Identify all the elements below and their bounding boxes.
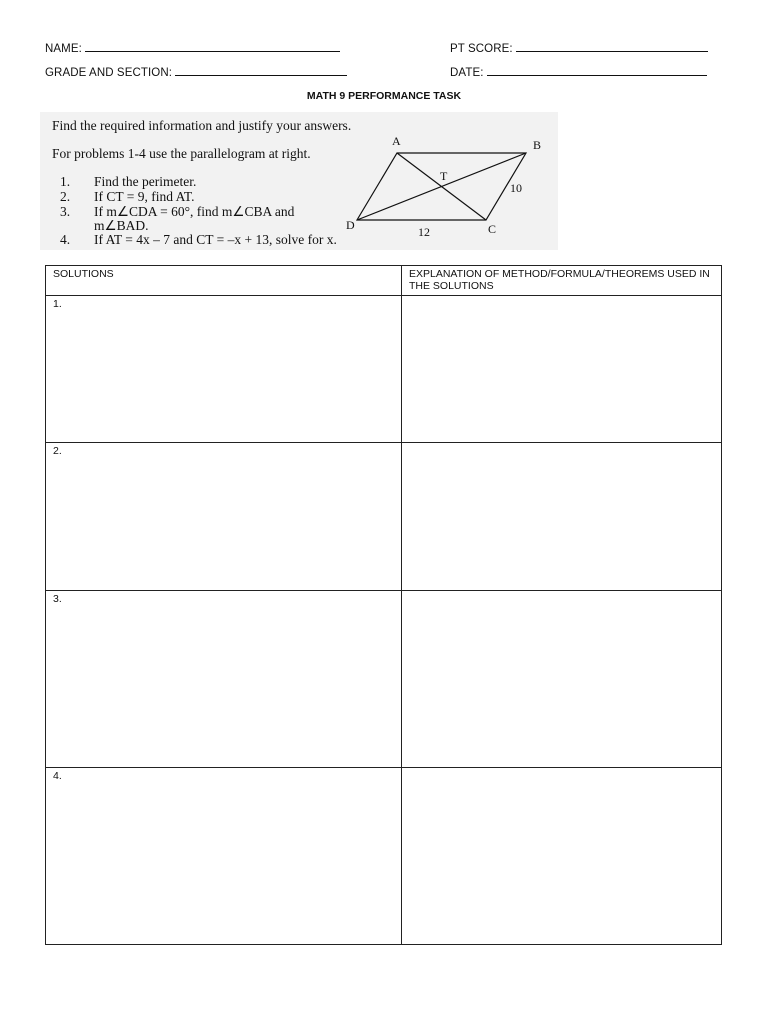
- problem-text: Find the perimeter.: [94, 174, 197, 189]
- problem-text: If m∠CDA = 60°, find m∠CBA and: [94, 204, 295, 219]
- problem-number: 1.: [60, 174, 71, 189]
- side-length-bc: 10: [510, 181, 522, 195]
- name-field[interactable]: [45, 41, 340, 55]
- name-blank[interactable]: [85, 41, 340, 52]
- row-number: 3.: [53, 593, 62, 605]
- problem-number: 2.: [60, 189, 71, 204]
- page-title: MATH 9 PERFORMANCE TASK: [306, 90, 462, 102]
- row-number: 4.: [53, 770, 62, 782]
- grade-section-blank[interactable]: [175, 65, 347, 76]
- explanation-header: EXPLANATION OF METHOD/FORMULA/THEOREMS USED IN THE SOLUTIONS: [402, 266, 722, 296]
- row-number: 2.: [53, 445, 62, 457]
- instruction-line-2: For problems 1-4 use the parallelogram at right.: [52, 146, 311, 161]
- grade-section-field[interactable]: [45, 65, 347, 79]
- problem-text: If AT = 4x – 7 and CT = –x + 13, solve for x.: [94, 232, 337, 247]
- solution-cell-3[interactable]: [46, 591, 402, 768]
- row-number: 1.: [53, 298, 62, 310]
- pt-score-label: PT SCORE:: [450, 43, 513, 55]
- vertex-label-c: C: [488, 222, 497, 236]
- problem-number: 3.: [60, 204, 71, 219]
- instruction-line-1: Find the required information and justify your answers.: [52, 118, 352, 133]
- side-length-dc: 12: [418, 225, 430, 239]
- problem-text: m∠BAD.: [94, 218, 149, 233]
- explanation-cell-1[interactable]: [402, 296, 722, 443]
- grade-section-label: GRADE AND SECTION:: [45, 67, 173, 79]
- vertex-label-a: A: [392, 134, 401, 148]
- table-header-row: [46, 266, 722, 296]
- table-row: [46, 296, 722, 443]
- parallelogram-figure: [340, 130, 555, 250]
- solution-cell-2[interactable]: [46, 443, 402, 591]
- explanation-cell-4[interactable]: [402, 768, 722, 945]
- solution-cell-4[interactable]: [46, 768, 402, 945]
- pt-score-field[interactable]: [450, 41, 708, 55]
- problem-text: If CT = 9, find AT.: [94, 189, 195, 204]
- table-row: [46, 768, 722, 945]
- explanation-cell-3[interactable]: [402, 591, 722, 768]
- solutions-header: SOLUTIONS: [46, 266, 402, 296]
- name-label: NAME:: [45, 43, 82, 55]
- intersection-label-t: T: [440, 169, 448, 183]
- problem-block: [40, 112, 558, 250]
- table-row: [46, 591, 722, 768]
- table-row: [46, 443, 722, 591]
- problem-number: 4.: [60, 232, 71, 247]
- diagonal-bd: [357, 153, 526, 220]
- vertex-label-d: D: [346, 218, 355, 232]
- vertex-label-b: B: [533, 138, 542, 152]
- date-label: DATE:: [450, 67, 484, 79]
- date-blank[interactable]: [487, 65, 707, 76]
- solution-cell-1[interactable]: [46, 296, 402, 443]
- explanation-cell-2[interactable]: [402, 443, 722, 591]
- solutions-table: [45, 265, 722, 945]
- pt-score-blank[interactable]: [516, 41, 708, 52]
- date-field[interactable]: [450, 65, 707, 79]
